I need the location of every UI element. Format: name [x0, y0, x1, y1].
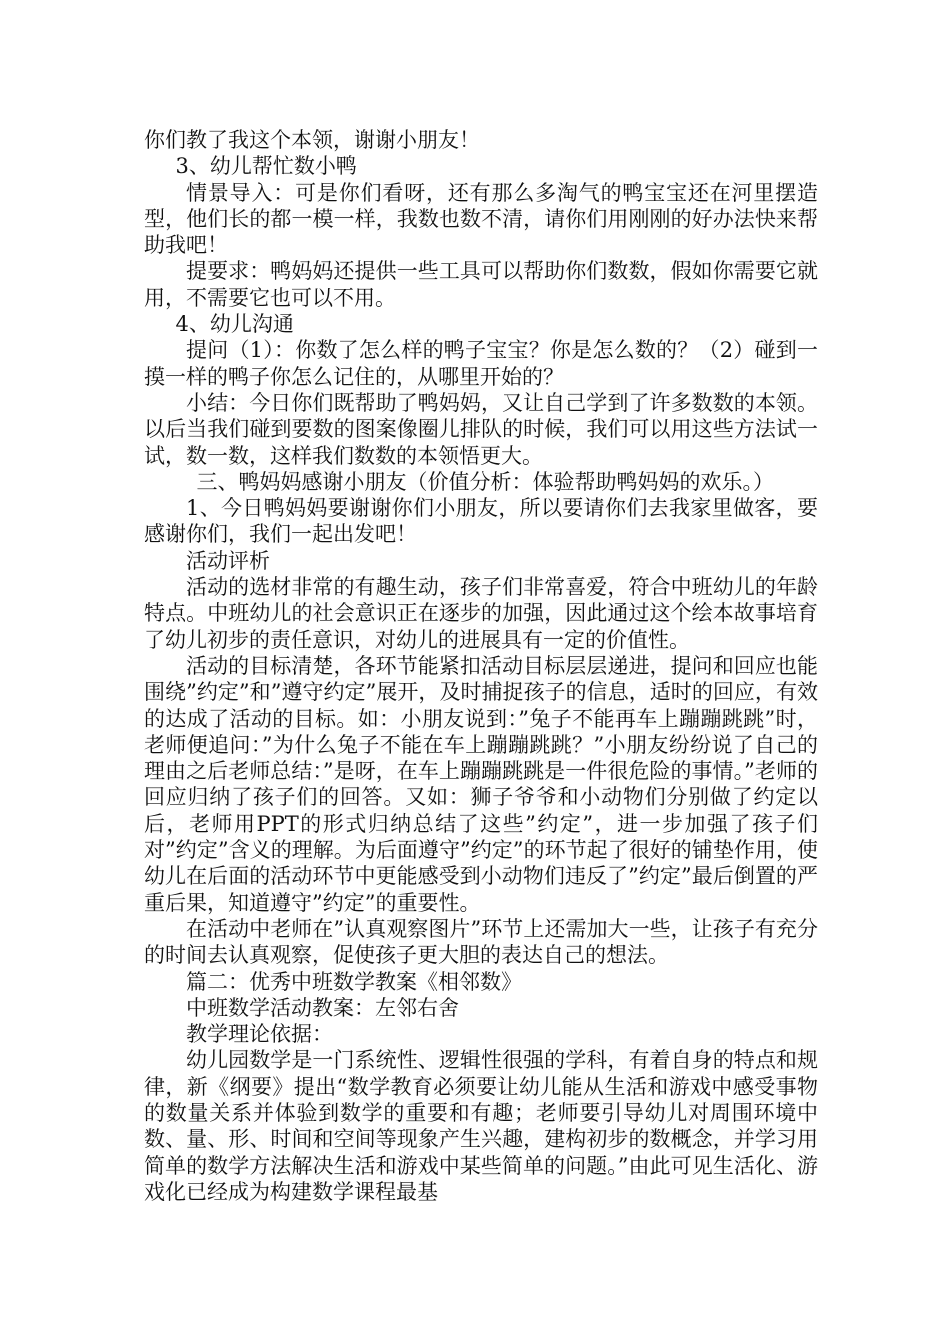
heading-lesson-plan-title: 中班数学活动教案：左邻右舍 [186, 995, 459, 1020]
paragraph-questions: 提问（1）：你数了怎么样的鸭子宝宝？你是怎么数的？（2）碰到一摸一样的鸭子你怎么记住的，从哪里开始的？ [144, 338, 818, 389]
paragraph-theory-body: 幼儿园数学是一门系统性、逻辑性很强的学科，有着自身的特点和规律，新《纲要》提出“数学教育必须要让幼儿能从生活和游戏中感受事物的数量关系并体验到数学的重要和有趣；老师要引导幼儿对周围环境中数、量、形、时间和空间等现象产生兴趣，建构初步的数概念，并学习用简单的数学方法解决生活和游戏中某些简单的问题。”由此可见生活化、游戏化已经成为构建数学课程最基 [144, 1048, 818, 1204]
document-page [144, 127, 818, 1205]
heading-communication: 4、幼儿沟通 [175, 312, 294, 337]
paragraph-scenario-intro: 情景导入：可是你们看呀，还有那么多淘气的鸭宝宝还在河里摆造型，他们长的都一模一样，我数也数不清，请你们用刚刚的好办法快来帮助我吧！ [144, 180, 818, 258]
paragraph-evaluation-goals: 活动的目标清楚，各环节能紧扣活动目标层层递进，提问和回应也能围绕”约定”和”遵守约定”展开，及时捕捉孩子的信息，适时的回应，有效的达成了活动的目标。如：小朋友说到：”兔子不能再车上蹦蹦跳跳”时，老师便追问：”为什么兔子不能在车上蹦蹦跳跳？”小朋友纷纷说了自己的理由之后老师总结：”是呀，在车上蹦蹦跳跳是一件很危险的事情。”老师的回应归纳了孩子们的回答。又如：狮子爷爷和小动物们分别做了约定以后，老师用PPT的形式归纳总结了这些”约定”，进一步加强了孩子们对”约定”含义的理解。为后面遵守”约定”的环节起了很好的铺垫作用，使幼儿在后面的活动环节中更能感受到小动物们违反了”约定”最后倒置的严重后果，知道遵守”约定”的重要性。 [144, 653, 818, 915]
heading-theory-basis: 教学理论依据： [186, 1022, 333, 1047]
heading-part-two: 篇二：优秀中班数学教案《相邻数》 [186, 969, 522, 994]
heading-thanks-section: 三、鸭妈妈感谢小朋友（价值分析：体验帮助鸭妈妈的欢乐。） [196, 469, 774, 494]
heading-count-ducks: 3、幼儿帮忙数小鸭 [175, 154, 357, 179]
paragraph-summary: 小结：今日你们既帮助了鸭妈妈，又让自己学到了许多数数的本领。以后当我们碰到要数的图案像圈儿排队的时候，我们可以用这些方法试一试，数一数，这样我们数数的本领悟更大。 [144, 390, 818, 468]
paragraph-closing-thanks: 你们教了我这个本领，谢谢小朋友！ [144, 128, 480, 152]
paragraph-thanks-visit: 1、今日鸭妈妈要谢谢你们小朋友，所以要请你们去我家里做客，要感谢你们，我们一起出发吧！ [144, 496, 818, 547]
paragraph-evaluation-material: 活动的选材非常的有趣生动，孩子们非常喜爱，符合中班幼儿的年龄特点。中班幼儿的社会意识正在逐步的加强，因此通过这个绘本故事培育了幼儿初步的责任意识，对幼儿的进展具有一定的价值性。 [144, 575, 818, 652]
paragraph-evaluation-improve: 在活动中老师在”认真观察图片”环节上还需加大一些，让孩子有充分的时间去认真观察，促使孩子更大胆的表达自己的想法。 [144, 916, 818, 968]
heading-activity-evaluation: 活动评析 [186, 548, 270, 573]
paragraph-requirements: 提要求：鸭妈妈还提供一些工具可以帮助你们数数，假如你需要它就用，不需要它也可以不用。 [144, 259, 818, 310]
